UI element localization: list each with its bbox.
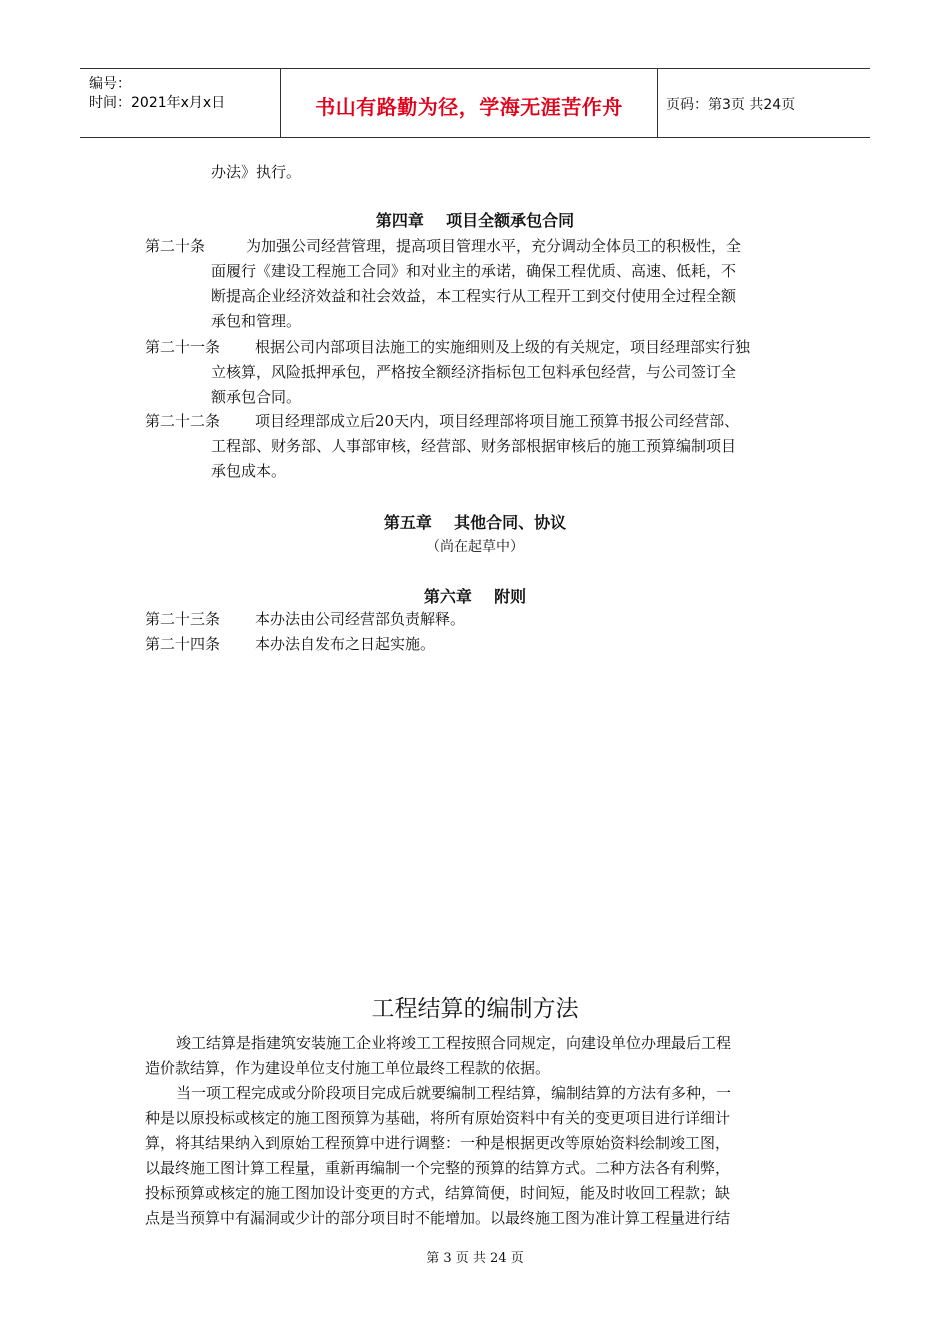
section-title: 工程结算的编制方法 [371,996,579,1022]
article-20-number: 第二十条 [145,237,206,255]
page-footer: 第 3 页 共 24 页 [426,1251,524,1266]
section-paragraph-line: 投标预算或核定的施工图加设计变更的方式，结算简便，时间短，能及时收回工程款；缺 [145,1184,731,1202]
article-21-line: 根据公司内部项目法施工的实施细则及上级的有关规定，项目经理部实行独 [255,338,751,356]
article-20-line: 承包和管理。 [211,312,302,330]
article-24-text: 本办法自发布之日起实施。 [255,635,436,653]
section-paragraph-line: 种是以原投标或核定的施工图预算为基础，将所有原始资料中有关的变更项目进行详细计 [145,1109,731,1127]
article-22-line: 承包成本。 [211,462,287,480]
article-21-number: 第二十一条 [145,338,221,356]
section-paragraph-line: 竣工结算是指建筑安装施工企业将竣工工程按照合同规定，向建设单位办理最后工程 [176,1034,732,1052]
chapter-5-title: 第五章 其他合同、协议 [383,513,567,532]
continuation-text: 办法》执行。 [211,163,302,181]
article-20-line: 为加强公司经营管理，提高项目管理水平，充分调动全体员工的积极性，全 [246,237,742,255]
section-paragraph-line: 点是当预算中有漏洞或少计的部分项目时不能增加。以最终施工图为准计算工程量进行结 [145,1209,731,1227]
article-20-line: 断提高企业经济效益和社会效益，本工程实行从工程开工到交付使用全过程全额 [211,287,737,305]
article-21-line: 额承包合同。 [211,388,302,406]
chapter-4-title: 第四章 项目全额承包合同 [375,211,575,230]
article-24-number: 第二十四条 [145,635,221,653]
document-time-label: 时间：2021年x月x日 [89,95,226,111]
section-paragraph-line: 当一项工程完成或分阶段项目完成后就要编制工程结算，编制结算的方法有多种，一 [176,1084,732,1102]
article-22-line: 项目经理部成立后20天内，项目经理部将项目施工预算书报公司经营部、 [255,412,740,430]
header-motto-cell [281,69,658,137]
article-23-text: 本办法由公司经营部负责解释。 [255,610,466,628]
header-motto: 书山有路勤为径，学海无涯苦作舟 [315,95,623,119]
header-page-number: 页码：第3页 共24页 [666,97,796,113]
article-22-number: 第二十二条 [145,412,221,430]
chapter-6-title: 第六章 附则 [423,587,527,606]
section-paragraph-line: 算，将其结果纳入到原始工程预算中进行调整：一种是根据更改等原始资料绘制竣工图， [145,1134,731,1152]
article-20-line: 面履行《建设工程施工合同》和对业主的承诺，确保工程优质、高速、低耗，不 [211,262,737,280]
page-header [80,68,870,138]
section-paragraph-line: 以最终施工图计算工程量，重新再编制一个完整的预算的结算方式。二种方法各有利弊， [145,1159,731,1177]
article-21-line: 立核算，风险抵押承包，严格按全额经济指标包工包料承包经营，与公司签订全 [211,363,737,381]
chapter-5-note: （尚在起草中） [426,539,524,555]
section-paragraph-line: 造价款结算，作为建设单位支付施工单位最终工程款的依据。 [145,1059,551,1077]
document-number-label: 编号： [89,76,131,92]
article-23-number: 第二十三条 [145,610,221,628]
header-meta-cell [80,69,281,137]
header-page-cell [658,69,870,137]
article-22-line: 工程部、财务部、人事部审核，经营部、财务部根据审核后的施工预算编制项目 [211,437,737,455]
